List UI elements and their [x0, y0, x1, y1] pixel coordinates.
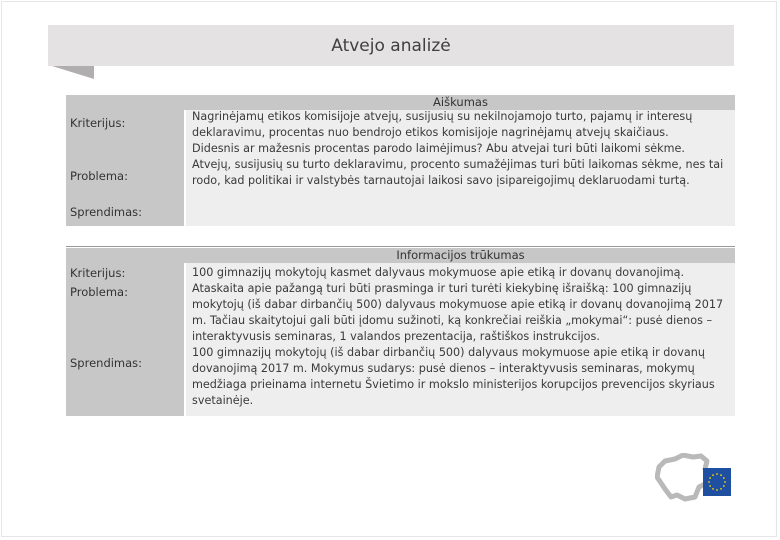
case-section-1: [66, 95, 735, 226]
case-section-2: [66, 248, 735, 416]
section-body: [192, 265, 730, 409]
paragraph: Didesnis ar mažesnis procentas parodo laimėjimus? Abu atvejai turi būti laikomi sėkme.: [192, 142, 685, 155]
section-header: Informacijos trūkumas: [396, 248, 525, 262]
paragraph: Ataskaita apie pažangą turi būti prasminga ir turi turėti kiekybinę išraišką: 100 gimnazijų mokytojų (iš dabar dirbančių 500) dalyvaus mokymuose apie etiką ir dovanų dovanojimą 2017 m. Tačiau skaitytojui gali būti įdomu sužinoti, ką konkrečiai reiškia „mokymai“: pusė dienos – interaktyvusis seminaras, 1 valandos prezentacija, raštiškos instrukcijos.: [192, 282, 724, 343]
divider: [66, 246, 735, 247]
section-header: Aiškumas: [433, 95, 488, 109]
paragraph: Nagrinėjamų etikos komisijoje atvejų, susijusių su nekilnojamojo turto, pajamų ir interesų deklaravimu, procentas nuo bendrojo etikos komisijoje nagrinėjamų atvejų skaičiaus.: [192, 110, 693, 139]
paragraph: 100 gimnazijų mokytojų (iš dabar dirbančių 500) dalyvaus mokymuose apie etiką ir dovanų dovanojimą 2017 m. Mokymus sudarys: pusė dienos – interaktyvusis seminaras, mokymų medžiaga prieinama internetu Švietimo ir mokslo ministerijos korupcijos prevencijos skyriaus svetainėje.: [192, 346, 715, 407]
paragraph: 100 gimnazijų mokytojų kasmet dalyvaus mokymuose apie etiką ir dovanų dovanojimą.: [192, 266, 685, 279]
label-problema: Problema:: [70, 169, 128, 183]
lithuania-eu-logo: [655, 453, 735, 507]
label-problema: Problema:: [70, 285, 128, 299]
label-kriterijus: Kriterijus:: [70, 116, 126, 130]
eu-flag-icon: [703, 468, 731, 496]
paragraph: Atvejų, susijusių su turto deklaravimu, procento sumažėjimas turi būti laikomas sėkme, nes tai rodo, kad politikai ir valstybės tarnautojai laikosi savo įsipareigojimų deklaruodami turtą.: [192, 158, 724, 187]
label-sprendimas: Sprendimas:: [70, 205, 143, 219]
label-kriterijus: Kriterijus:: [70, 266, 126, 280]
label-sprendimas: Sprendimas:: [70, 356, 143, 370]
section-body: [192, 109, 730, 189]
slide-title: Atvejo analizė: [48, 25, 734, 66]
